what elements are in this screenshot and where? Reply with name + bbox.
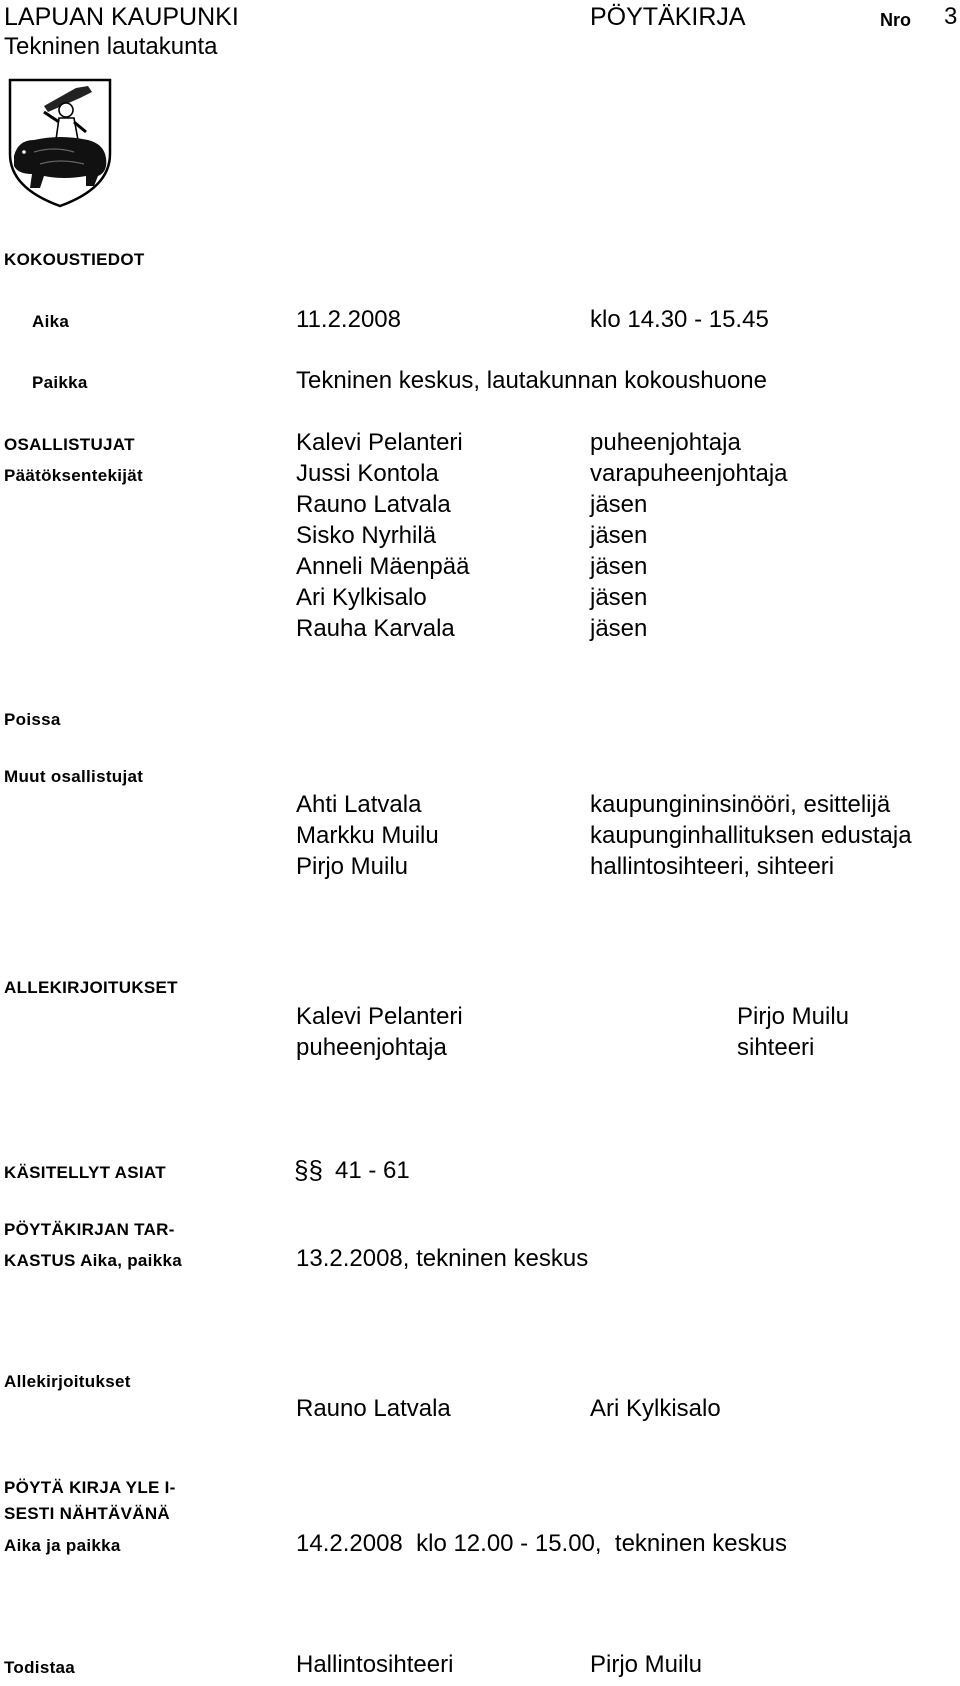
other-participant-role: kaupunginhallituksen edustaja [590,822,912,849]
document-type: PÖYTÄKIRJA [590,3,746,31]
items-range: 41 - 61 [335,1157,410,1184]
time-label: Aika [32,312,70,331]
meeting-info-heading: KOKOUSTIEDOT [4,250,145,269]
organization-name: LAPUAN KAUPUNKI [4,3,239,31]
decision-makers-label: Päätöksentekijät [4,466,143,485]
other-participant-name: Markku Muilu [296,822,439,849]
member-name: Kalevi Pelanteri [296,429,463,456]
certifier-title: Hallintosihteeri [296,1651,454,1678]
public-display-label: Aika ja paikka [4,1536,121,1555]
signatures-heading: ALLEKIRJOITUKSET [4,978,178,997]
member-name: Jussi Kontola [296,460,439,487]
number-value: 3 [944,3,958,30]
public-display-label: PÖYTÄ KIRJA YLE I- [4,1478,176,1497]
public-display-label: SESTI NÄHTÄVÄNÄ [4,1504,171,1523]
certification-label: Todistaa [4,1658,76,1677]
absent-label: Poissa [4,710,61,729]
meeting-place: Tekninen keskus, lautakunnan kokoushuone [296,367,767,394]
other-participant-name: Ahti Latvala [296,791,422,818]
participants-heading: OSALLISTUJAT [4,435,135,454]
secretary-name: Pirjo Muilu [737,1003,850,1030]
member-name: Rauha Karvala [296,615,455,642]
reviewer-name: Rauno Latvala [296,1395,451,1422]
other-participant-name: Pirjo Muilu [296,853,409,880]
meeting-date: 11.2.2008 [296,306,401,333]
coat-of-arms-icon [4,76,116,209]
member-name: Sisko Nyrhilä [296,522,437,549]
member-name: Anneli Mäenpää [296,553,470,580]
other-participant-role: hallintosihteeri, sihteeri [590,853,835,880]
member-role: jäsen [590,491,648,518]
member-role: varapuheenjohtaja [590,460,788,487]
member-name: Ari Kylkisalo [296,584,427,611]
handled-items-label: KÄSITELLYT ASIAT [4,1163,166,1182]
reviewer-name: Ari Kylkisalo [590,1395,721,1422]
certifier-name: Pirjo Muilu [590,1651,703,1678]
other-participant-role: kaupungininsinööri, esittelijä [590,791,891,818]
board-name: Tekninen lautakunta [4,33,218,60]
other-participants-label: Muut osallistujat [4,767,144,786]
review-date-place: 13.2.2008, tekninen keskus [296,1245,589,1272]
public-display-value: 14.2.2008 klo 12.00 - 15.00, tekninen keskus [296,1530,788,1557]
review-label: KASTUS Aika, paikka [4,1251,182,1270]
secretary-title: sihteeri [737,1034,815,1061]
review-signatures-label: Allekirjoitukset [4,1372,131,1391]
place-label: Paikka [32,373,88,392]
member-name: Rauno Latvala [296,491,451,518]
section-sign-icon: §§ [294,1155,323,1185]
chair-name: Kalevi Pelanteri [296,1003,463,1030]
number-label: Nro [880,10,911,30]
member-role: puheenjohtaja [590,429,741,456]
meeting-time: klo 14.30 - 15.45 [590,306,769,333]
review-label: PÖYTÄKIRJAN TAR- [4,1220,175,1239]
member-role: jäsen [590,553,648,580]
member-role: jäsen [590,584,648,611]
member-role: jäsen [590,522,648,549]
chair-title: puheenjohtaja [296,1034,447,1061]
member-role: jäsen [590,615,648,642]
